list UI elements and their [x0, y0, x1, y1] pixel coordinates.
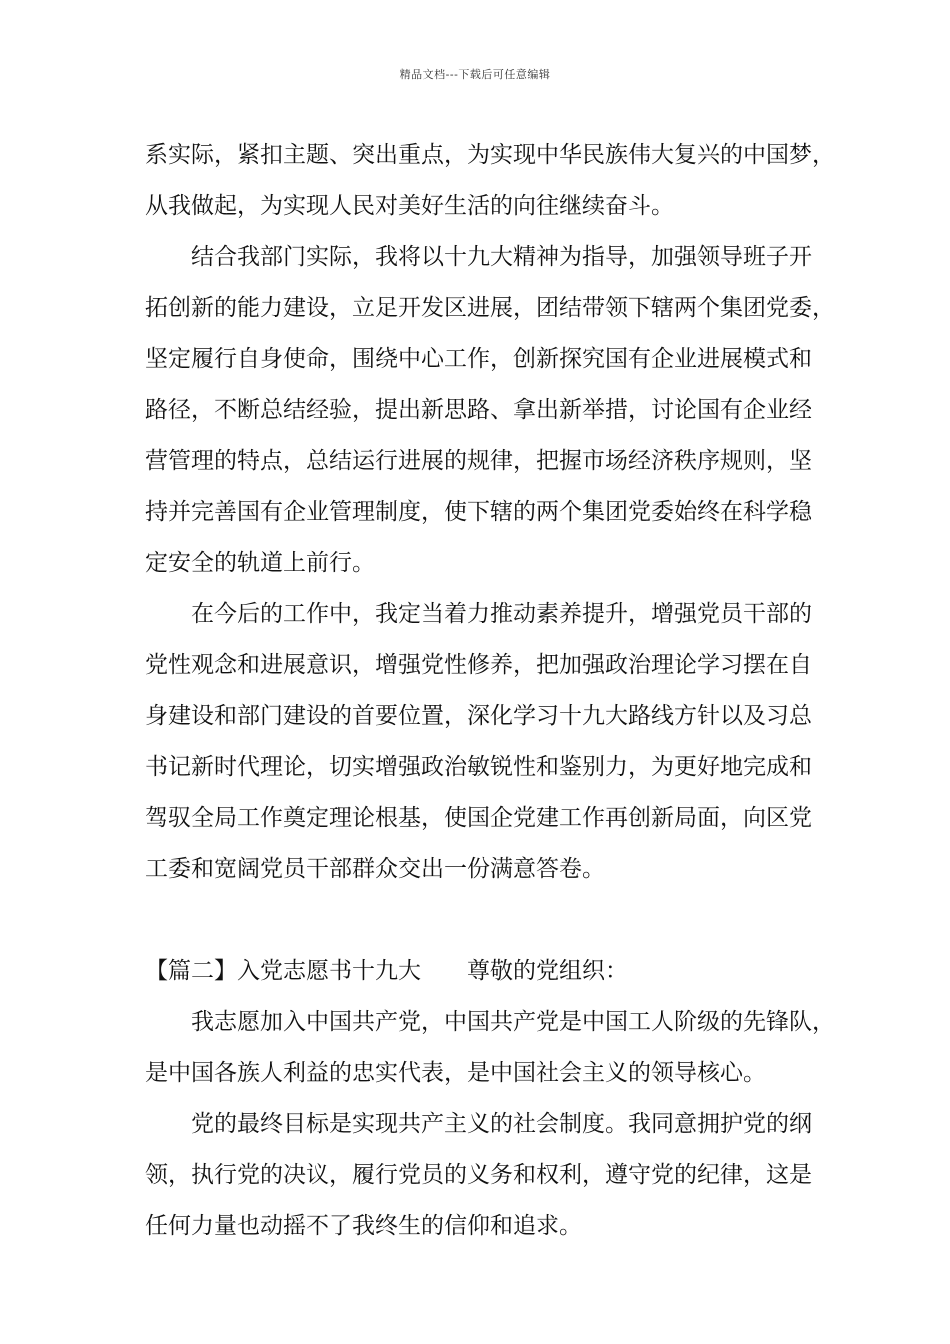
- text-line: 在今后的工作中，我定当着力推动素养提升，增强党员干部的: [191, 601, 812, 627]
- text-line: 党性观念和进展意识，增强党性修养，把加强政治理论学习摆在自: [145, 652, 812, 678]
- text-line: 书记新时代理论，切实增强政治敏锐性和鉴别力，为更好地完成和: [145, 754, 812, 780]
- text-line: 路径，不断总结经验，提出新思路、拿出新举措，讨论国有企业经: [145, 397, 812, 423]
- text-line: 拓创新的能力建设，立足开发区进展，团结带领下辖两个集团党委，: [145, 295, 835, 321]
- paragraph-4: [145, 997, 835, 1099]
- document-body: [145, 130, 835, 1252]
- text-line: 工委和宽阔党员干部群众交出一份满意答卷。: [145, 856, 605, 882]
- paragraph-1: [145, 130, 835, 232]
- paragraph-5: [145, 1099, 825, 1252]
- text-line: 定安全的轨道上前行。: [145, 550, 375, 576]
- section-heading: [145, 946, 825, 997]
- text-line: 任何力量也动摇不了我终生的信仰和追求。: [145, 1213, 582, 1239]
- text-line: 结合我部门实际，我将以十九大精神为指导，加强领导班子开: [191, 244, 812, 270]
- text-line: 领，执行党的决议，履行党员的义务和权利，遵守党的纪律，这是: [145, 1162, 812, 1188]
- page-header: 精品文档---下载后可任意编辑: [399, 68, 551, 81]
- text-line: 系实际，紧扣主题、突出重点，为实现中华民族伟大复兴的中国梦，: [145, 142, 835, 168]
- text-line: 从我做起，为实现人民对美好生活的向往继续奋斗。: [145, 193, 674, 219]
- text-line: 党的最终目标是实现共产主义的社会制度。我同意拥护党的纲: [191, 1111, 812, 1137]
- text-line: 是中国各族人利益的忠实代表，是中国社会主义的领导核心。: [145, 1060, 766, 1086]
- paragraph-3: [145, 589, 825, 895]
- text-line: 营管理的特点，总结运行进展的规律，把握市场经济秩序规则，坚: [145, 448, 812, 474]
- text-line: 坚定履行自身使命，围绕中心工作，创新探究国有企业进展模式和: [145, 346, 812, 372]
- section-spacer: [145, 895, 825, 946]
- paragraph-2: [145, 232, 835, 589]
- text-line: 持并完善国有企业管理制度，使下辖的两个集团党委始终在科学稳: [145, 499, 812, 525]
- section-title: 【篇二】入党志愿书十九大: [145, 958, 421, 984]
- text-line: 身建设和部门建设的首要位置，深化学习十九大路线方针以及习总: [145, 703, 812, 729]
- text-line: 驾驭全局工作奠定理论根基，使国企党建工作再创新局面，向区党: [145, 805, 812, 831]
- salutation: 尊敬的党组织：: [467, 958, 628, 984]
- text-line: 我志愿加入中国共产党，中国共产党是中国工人阶级的先锋队，: [191, 1009, 835, 1035]
